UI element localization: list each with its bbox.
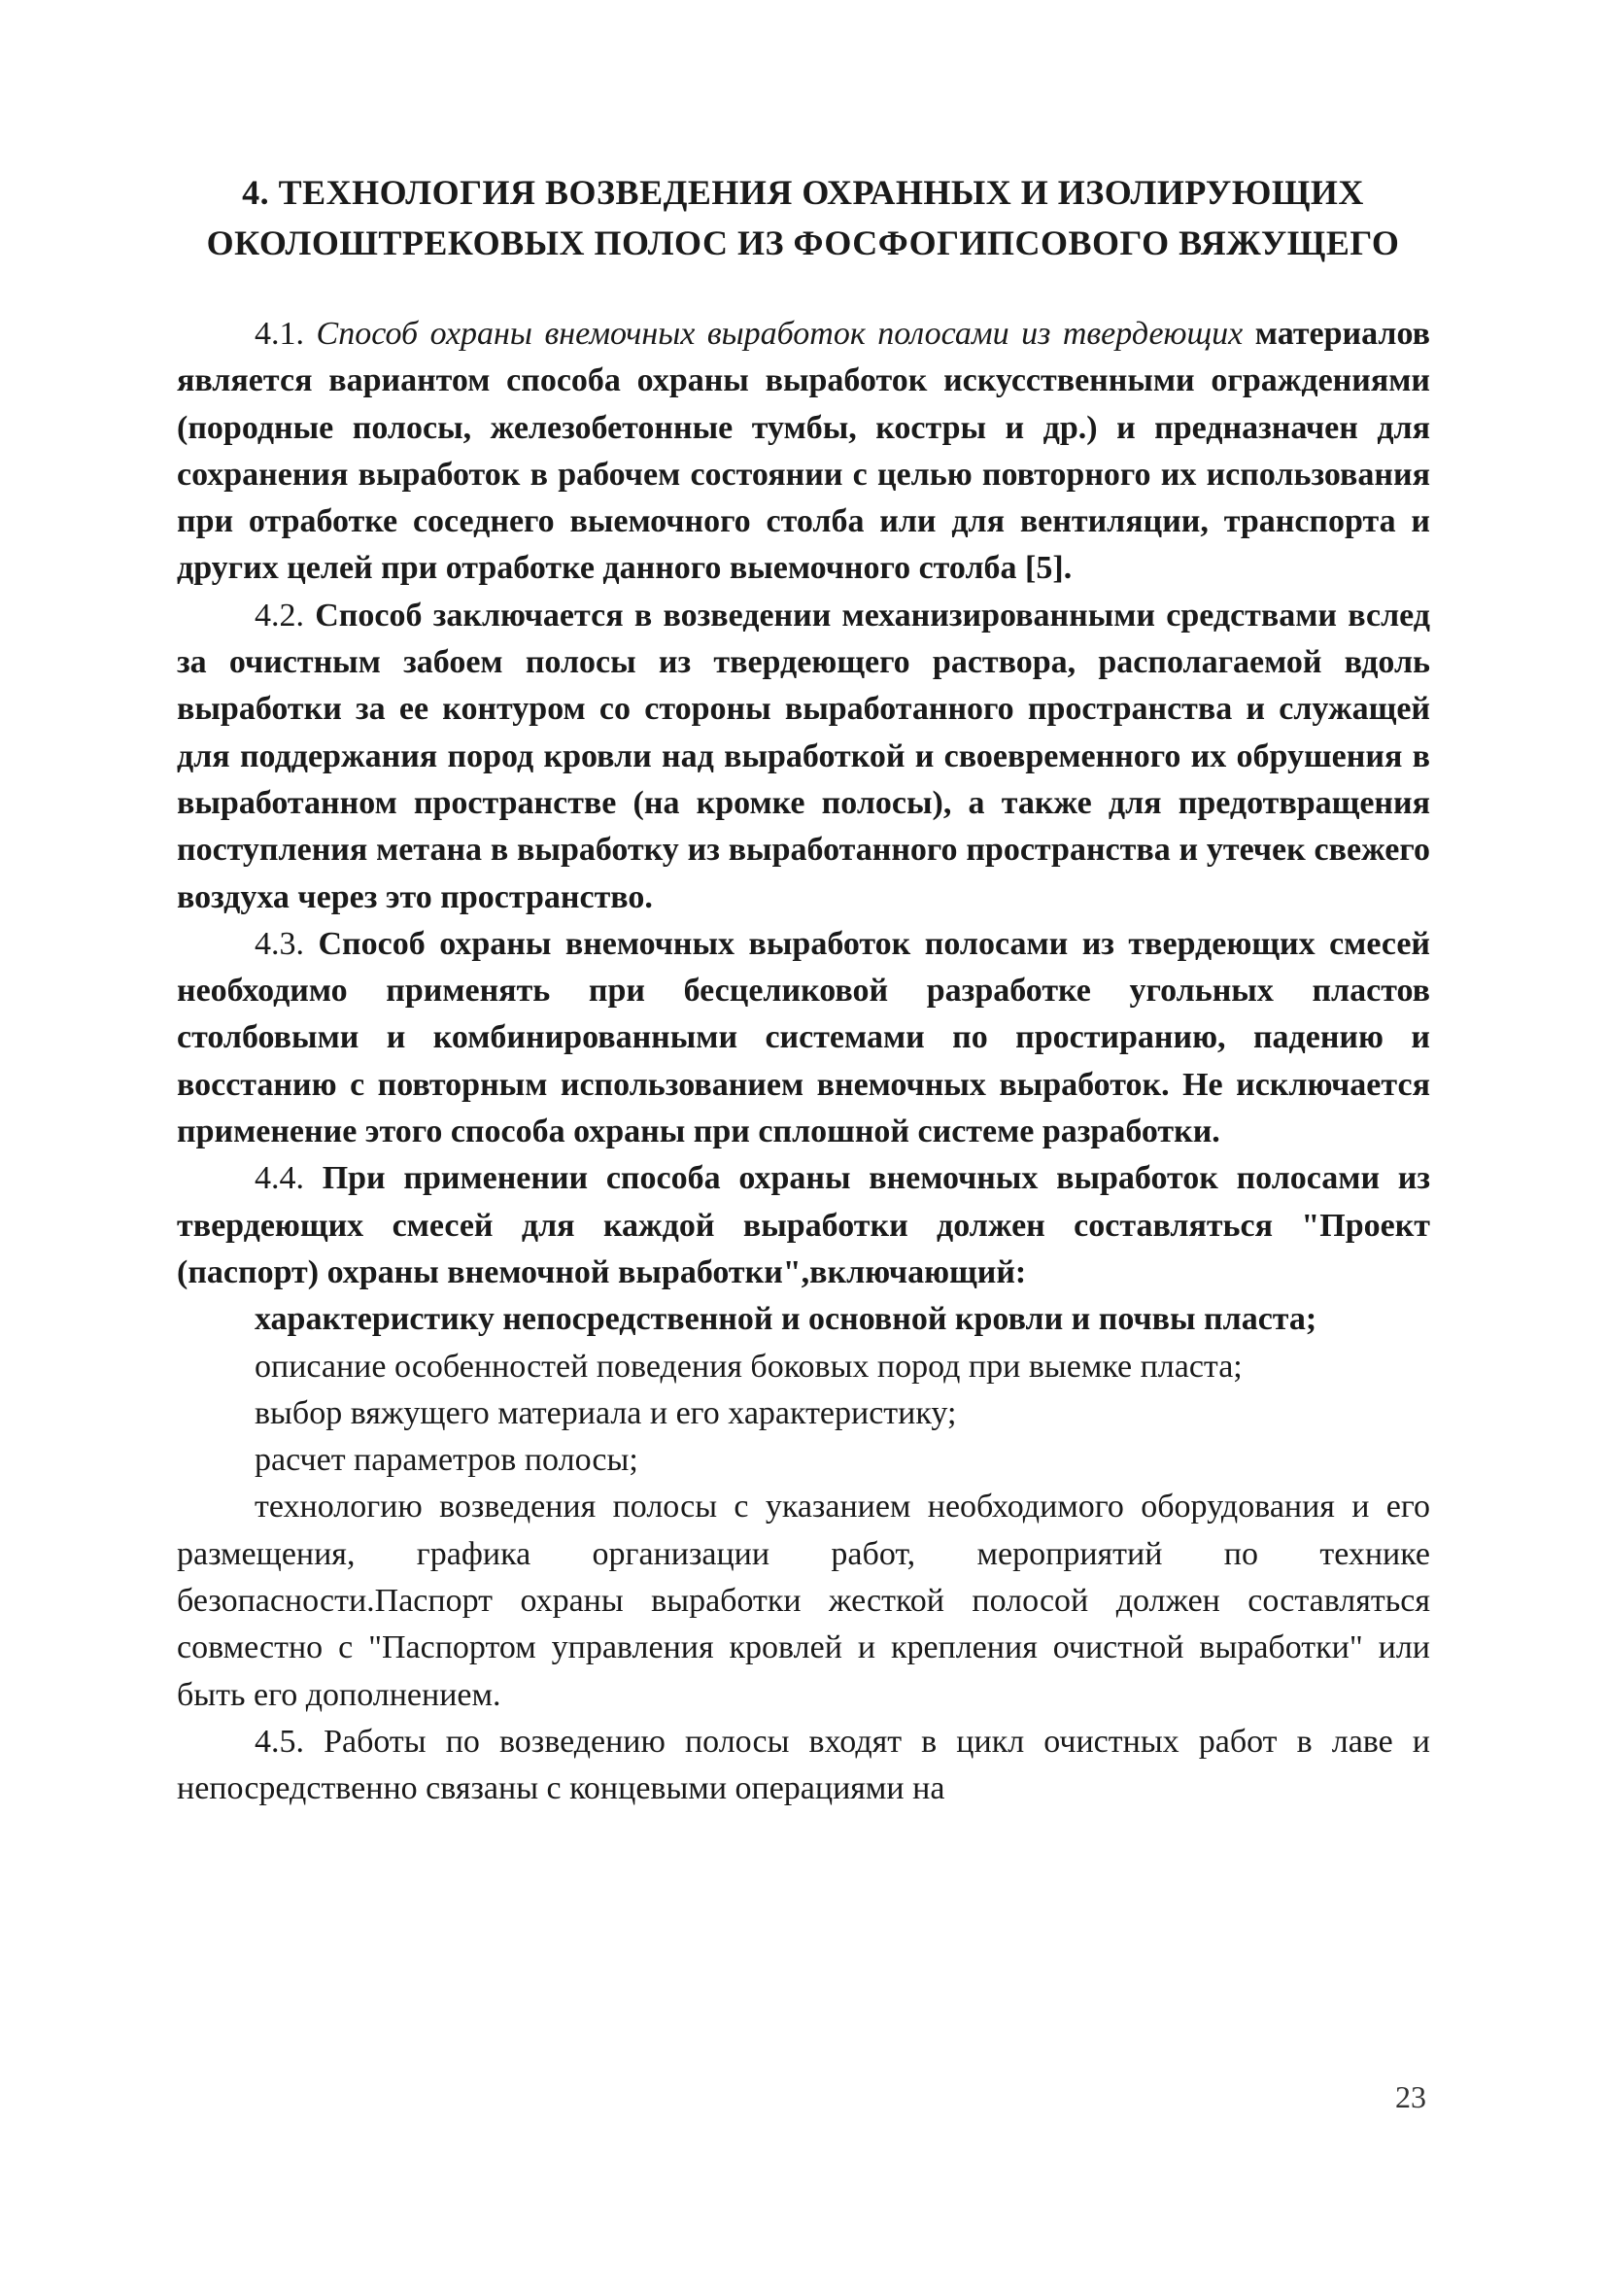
paragraph-text: Способ охраны внемочных выработок полосами из твердеющих смесей необходимо применять при бесцеликовой разработке угольных пластов столбовыми и комбинированными системами по простиранию, падению и восстанию с повторным использованием внемочных выработок. Не исключается применение этого способа охраны при сплошной системе разработки. xyxy=(177,925,1431,1150)
section-heading xyxy=(146,167,1460,268)
list-item: технологию возведения полосы с указанием необходимого оборудования и его размещения, графика организации работ, мероприятий по технике безопасности.Паспорт охраны выработки жесткой полосой должен составляться совместно с "Паспортом управления кровлей и крепления очистной выработки" или быть его дополнением. xyxy=(177,1489,1430,1713)
list-item: выбор вяжущего материала и его характеристику; xyxy=(255,1394,957,1431)
list-item: описание особенностей поведения боковых пород при выемке пласта; xyxy=(255,1348,1243,1385)
paragraph-number: 4.5. xyxy=(255,1723,304,1760)
paragraph-text: Работы по возведению полосы входят в цикл очистных работ в лаве и непосредственно связаны с концевыми операциями на xyxy=(177,1723,1430,1807)
paragraph-lead: Способ охраны внемочных выработок полосами из твердеющих xyxy=(316,316,1244,352)
paragraph-number: 4.2. xyxy=(255,597,304,634)
paragraph-text: Способ заключается в возведении механизированными средствами вслед за очистным забоем полосы из твердеющего раствора, располагаемой вдоль выработки за ее контуром со стороны выработанного пространства и служащей для поддержания пород кровли над выработкой и своевременного их обрушения в выработанном пространстве (на кромке полосы), а также для предотвращения поступления метана в выработку из выработанного пространства и утечек свежего воздуха через это пространство. xyxy=(177,597,1430,915)
paragraph-text: При применении способа охраны внемочных выработок полосами из твердеющих смесей для каждой выработки должен составляться "Проект (паспорт) охраны внемочной выработки",включающий: xyxy=(177,1160,1430,1290)
paragraph-text: материалов является вариантом способа охраны выработок искусственными ограждениями (породные полосы, железобетонные тумбы, костры и др.) и предназначен для сохранения выработок в рабочем состоянии с целью повторного их использования при отработке соседнего выемочного столба или для вентиляции, транспорта и других целей при отработке данного выемочного столба [5]. xyxy=(177,316,1431,587)
page-number: 23 xyxy=(1395,2079,1426,2114)
heading-line-1: 4. ТЕХНОЛОГИЯ ВОЗВЕДЕНИЯ ОХРАННЫХ И ИЗОЛИРУЮЩИХ xyxy=(242,173,1364,212)
paragraph-number: 4.1. xyxy=(255,316,304,352)
heading-line-2: ОКОЛОШТРЕКОВЫХ ПОЛОС ИЗ ФОСФОГИПСОВОГО ВЯЖУЩЕГО xyxy=(206,223,1400,262)
list-item: характеристику непосредственной и основной кровли и почвы пласта; xyxy=(255,1301,1317,1338)
document-body xyxy=(177,311,1430,1813)
paragraph-4-4 xyxy=(177,1155,1430,1296)
paragraph-4-2 xyxy=(177,593,1430,921)
list-item: расчет параметров полосы; xyxy=(255,1442,638,1479)
paragraph-number: 4.4. xyxy=(255,1160,304,1197)
paragraph-4-5 xyxy=(177,1719,1430,1813)
paragraph-4-3 xyxy=(177,921,1430,1155)
paragraph-number: 4.3. xyxy=(255,925,304,962)
paragraph-4-1 xyxy=(177,311,1430,593)
